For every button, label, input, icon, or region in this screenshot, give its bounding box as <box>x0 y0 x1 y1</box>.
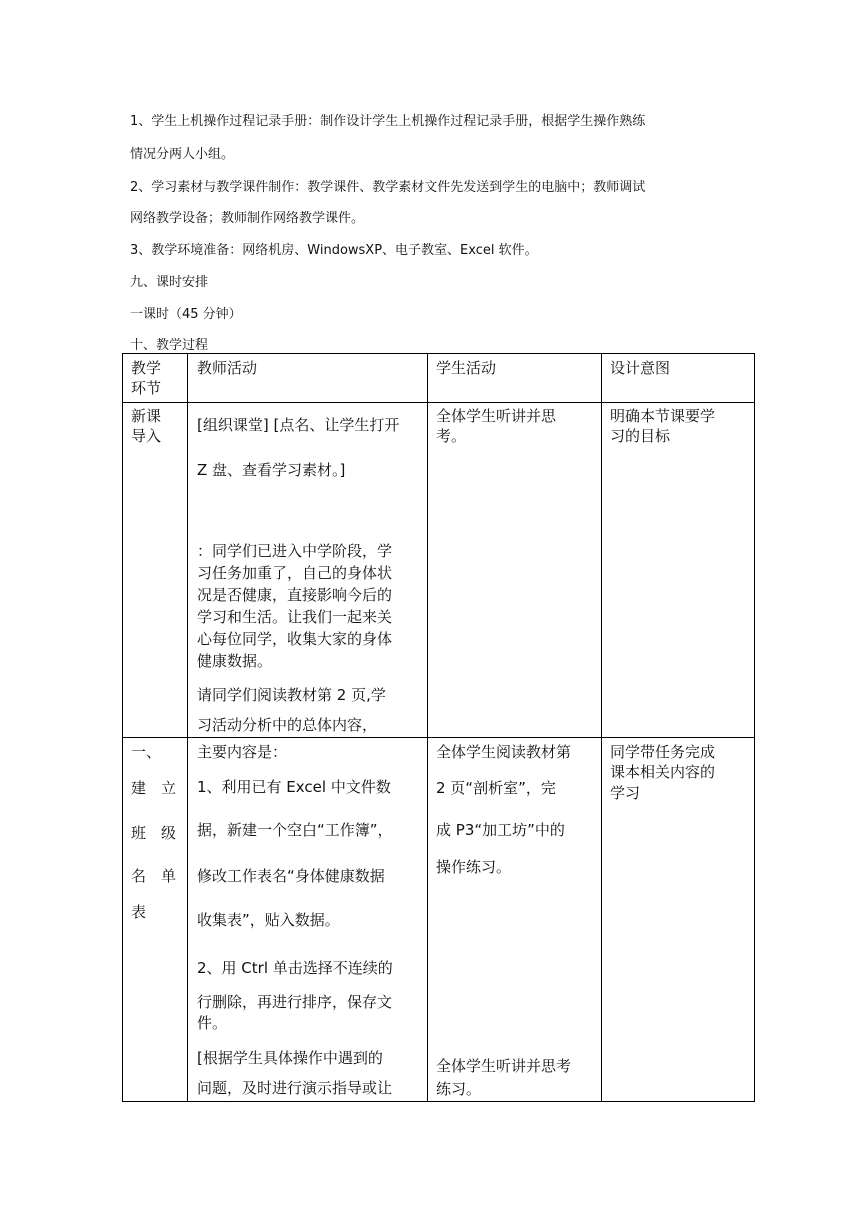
row1-stage-line-2: 导入 <box>131 427 162 446</box>
table-border-bottom <box>122 1101 755 1102</box>
row2-teacher-line-10: 问题，及时进行演示指导或让 <box>197 1079 393 1097</box>
header-stage-line-2: 环节 <box>131 379 162 398</box>
row1-teacher-line-3: ：同学们已进入中学阶段，学 <box>197 542 393 560</box>
row2-intent-line-2: 课本相关内容的 <box>610 763 716 782</box>
row1-teacher-line-8: 健康数据。 <box>197 652 273 670</box>
table-border-right <box>754 353 755 1102</box>
row1-teacher-line-2: Z 盘、查看学习素材。] <box>197 461 346 479</box>
row2-intent <box>610 742 715 803</box>
table-border-left <box>122 353 123 1102</box>
para-3: 3、教学环境准备：网络机房、WindowsXP、电子教室、Excel 软件。 <box>130 243 538 258</box>
duration: 一课时（45 分钟） <box>130 307 242 322</box>
row2-student-line-5: 全体学生听讲并思考 <box>436 1057 572 1075</box>
row2-stage-line-4: 名 单 <box>131 867 177 885</box>
row1-intent <box>610 406 715 447</box>
row1-intent-line-1: 明确本节课要学 <box>610 407 716 425</box>
row1-teacher-line-6: 学习和生活。让我们一起来关 <box>197 608 393 626</box>
row1-stage-line-1: 新课 <box>131 407 162 425</box>
row1-teacher-line-7: 心每位同学，收集大家的身体 <box>197 630 393 648</box>
row1-teacher-line-1: [组织课堂] [点名、让学生打开 <box>197 416 400 434</box>
row2-student-line-3: 成 P3“加工坊”中的 <box>436 821 565 839</box>
row1-student <box>436 406 556 447</box>
row2-teacher-line-6: 2、用 Ctrl 单击选择不连续的 <box>197 959 393 977</box>
header-stage-line-1: 教学 <box>131 359 162 377</box>
table-row-divider-1 <box>122 402 755 403</box>
row1-teacher-paragraph <box>197 540 392 672</box>
row2-teacher-line-4: 修改工作表名“身体健康数据 <box>197 867 385 885</box>
row1-teacher-line-10: 习活动分析中的总体内容， <box>197 716 378 734</box>
para-2-line-1: 2、学习素材与教学课件制作：教学课件、教学素材文件先发送到学生的电脑中；教师调试 <box>130 180 646 195</box>
row2-teacher-line-7: 行删除，再进行排序，保存文 <box>197 993 393 1011</box>
header-student: 学生活动 <box>436 359 497 377</box>
row2-teacher-line-3: 据，新建一个空白“工作簿”， <box>197 821 393 839</box>
row1-stage <box>131 406 161 447</box>
section-heading-9: 九、课时安排 <box>130 275 209 290</box>
row2-student-line-6: 练习。 <box>436 1080 482 1098</box>
row1-intent-line-2: 习的目标 <box>610 427 671 446</box>
row1-teacher-line-4: 习任务加重了，自己的身体状 <box>197 564 393 582</box>
row1-student-line-2: 考。 <box>436 427 467 446</box>
header-intent: 设计意图 <box>610 359 671 377</box>
row2-stage-line-5: 表 <box>131 903 147 921</box>
table-col-divider-3 <box>601 353 602 1102</box>
row2-intent-line-1: 同学带任务完成 <box>610 743 716 761</box>
row1-teacher-line-9: 请同学们阅读教材第 2 页,学 <box>197 686 386 704</box>
row2-teacher-line-5: 收集表”，贴入数据。 <box>197 911 340 929</box>
row2-teacher-line-1: 主要内容是： <box>197 743 288 761</box>
row1-teacher-line-5: 况是否健康，直接影响今后的 <box>197 586 393 604</box>
para-1-line-2: 情况分两人小组。 <box>130 147 235 162</box>
row1-student-line-1: 全体学生听讲并思 <box>436 407 557 425</box>
para-2-line-2: 网络教学设备；教师制作网络教学课件。 <box>130 211 365 226</box>
section-heading-10: 十、教学过程 <box>130 338 209 353</box>
row2-teacher-line-8: 件。 <box>197 1014 228 1032</box>
header-teacher: 教师活动 <box>197 359 258 377</box>
header-stage <box>131 358 161 399</box>
row2-student-line-1: 全体学生阅读教材第 <box>436 743 572 761</box>
row2-teacher-line-2: 1、利用已有 Excel 中文件数 <box>197 778 391 796</box>
row2-student-line-2: 2 页“剖析室”，完 <box>436 779 556 797</box>
para-1-line-1: 1、学生上机操作过程记录手册：制作设计学生上机操作过程记录手册，根据学生操作熟练 <box>130 114 646 129</box>
table-row-divider-2 <box>122 737 755 738</box>
table-col-divider-2 <box>427 353 428 1102</box>
row2-teacher-line-9: [根据学生具体操作中遇到的 <box>197 1049 383 1067</box>
table-border-top <box>122 353 755 354</box>
row2-stage-line-1: 一、 <box>131 743 162 761</box>
table-col-divider-1 <box>187 353 188 1102</box>
row2-stage-line-2: 建 立 <box>131 779 177 797</box>
row2-student-line-4: 操作练习。 <box>436 858 512 876</box>
row2-stage-line-3: 班 级 <box>131 824 177 842</box>
row2-intent-line-3: 学习 <box>610 783 641 802</box>
